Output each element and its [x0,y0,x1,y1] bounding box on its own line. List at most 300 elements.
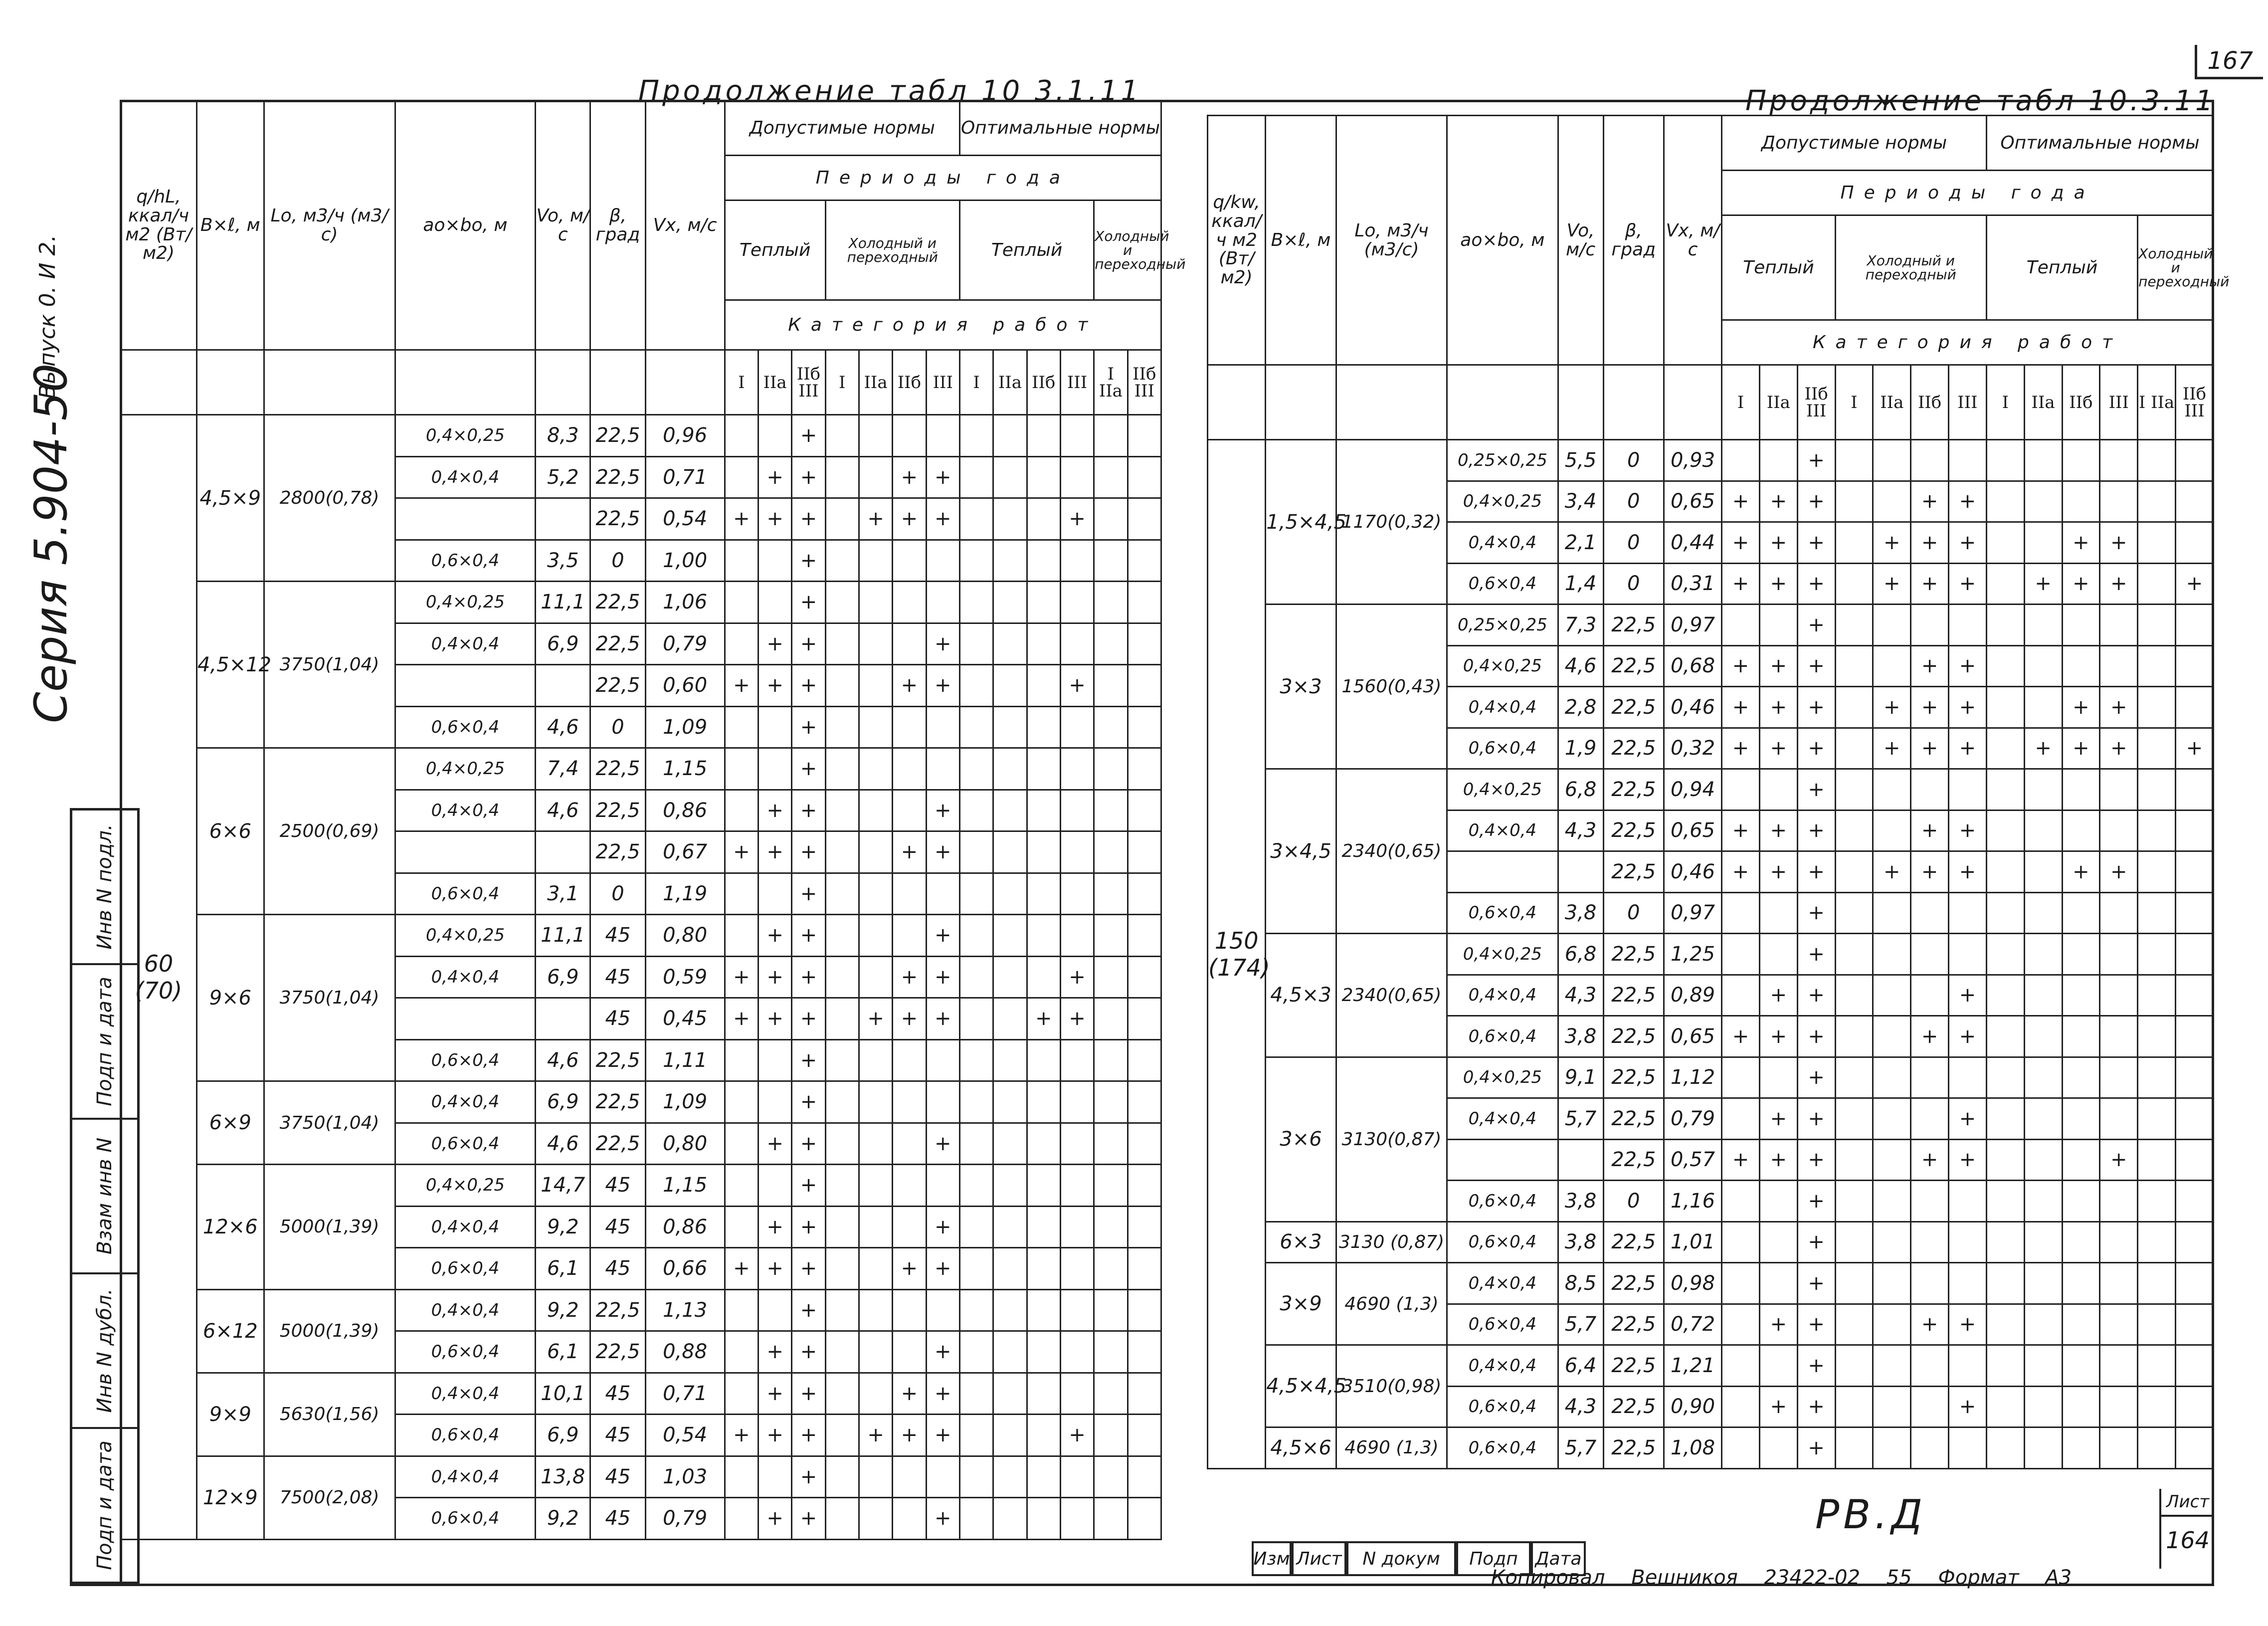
empty-cell [2100,1345,2138,1387]
empty-cell [893,748,926,790]
empty-cell [1722,605,1760,646]
outlet-size [395,498,536,540]
empty-cell [959,456,993,498]
compliance-mark: + [1797,481,1835,522]
empty-cell [725,790,758,831]
empty-cell [1722,1345,1760,1387]
empty-cell [2138,1098,2176,1140]
compliance-mark: + [926,623,959,665]
header-allowable: Допустимые нормы [1722,116,1987,171]
empty-cell [893,582,926,623]
outlet-velocity [536,665,590,707]
empty-cell [859,956,892,998]
empty-cell [1060,1165,1094,1207]
compliance-mark: + [1060,498,1094,540]
category-label: I IIа [2138,365,2176,440]
empty-cell [959,498,993,540]
header-vx: Vx, м/с [645,101,725,350]
empty-cell [1911,1427,1949,1469]
empty-cell [959,1289,993,1331]
empty-cell [2100,645,2138,687]
compliance-mark: + [792,1456,825,1498]
outlet-size: 0,6×0,4 [1447,563,1558,605]
header-beta: β, град [1603,116,1664,365]
empty-cell [2138,605,2176,646]
outlet-velocity: 3,8 [1558,1181,1603,1222]
compliance-mark: + [1797,645,1835,687]
empty-cell [1128,1498,1161,1540]
empty-cell [2024,1181,2062,1222]
compliance-mark: + [1722,522,1760,564]
table-row [121,915,1161,957]
empty-cell [2024,934,2062,975]
empty-cell [1835,892,1873,934]
empty-cell [1873,892,1911,934]
angle: 22,5 [1603,1221,1664,1263]
empty-cell [725,1289,758,1331]
empty-cell [1128,1373,1161,1415]
compliance-mark: + [2062,563,2100,605]
empty-cell [2100,1016,2138,1057]
air-velocity: 0,32 [1664,728,1721,769]
empty-cell [1128,540,1161,582]
empty-cell [1722,1304,1760,1345]
empty-cell [993,1206,1027,1248]
empty-cell [859,1206,892,1248]
angle: 0 [590,873,645,915]
empty-cell [959,1165,993,1207]
header-category: Категория работ [1722,320,2214,365]
outlet-velocity: 9,2 [536,1498,590,1540]
sheet-number-box [2159,1489,2214,1569]
empty-cell [1128,706,1161,748]
empty-cell [1128,665,1161,707]
empty-cell [859,748,892,790]
empty-cell [993,1039,1027,1081]
empty-cell [1722,1181,1760,1222]
empty-cell [926,1456,959,1498]
compliance-mark: + [758,1206,791,1248]
angle: 45 [590,1415,645,1456]
compliance-mark: + [1759,1098,1797,1140]
empty-cell [926,415,959,457]
empty-cell [1027,1289,1060,1331]
empty-cell [2062,481,2100,522]
empty-cell [1911,1181,1949,1222]
empty-cell [2100,605,2138,646]
air-velocity: 0,57 [1664,1139,1721,1181]
empty-cell [2100,481,2138,522]
room-size: 3×9 [1266,1263,1336,1345]
empty-cell [1128,1165,1161,1207]
air-velocity: 0,79 [645,1498,725,1540]
empty-cell [1986,1263,2024,1304]
outlet-size: 0,4×0,4 [1447,1263,1558,1304]
empty-cell [1986,645,2024,687]
empty-cell [725,873,758,915]
empty-cell [926,748,959,790]
angle: 0 [1603,440,1664,481]
header-spacer [645,350,725,415]
outlet-velocity: 5,7 [1558,1304,1603,1345]
air-velocity: 1,06 [645,582,725,623]
empty-cell [758,1456,791,1498]
compliance-mark: + [758,831,791,873]
empty-cell [859,1039,892,1081]
empty-cell [725,456,758,498]
empty-cell [1027,748,1060,790]
header-warm-opt: Теплый [959,201,1094,300]
category-label: IIб III [792,350,825,415]
table-row [1208,440,2214,481]
empty-cell [1911,605,1949,646]
empty-cell [1128,998,1161,1040]
outlet-velocity: 2,8 [1558,687,1603,728]
category-label: IIа [859,350,892,415]
room-size: 12×6 [196,1165,264,1290]
compliance-mark: + [792,998,825,1040]
angle: 22,5 [1603,769,1664,811]
empty-cell [959,665,993,707]
outlet-size: 0,4×0,4 [1447,1345,1558,1387]
empty-cell [1835,563,1873,605]
empty-cell [993,706,1027,748]
compliance-mark: + [1911,851,1949,893]
empty-cell [725,1456,758,1498]
angle: 22,5 [590,623,645,665]
empty-cell [1911,1345,1949,1387]
category-label: I [725,350,758,415]
empty-cell [959,1331,993,1373]
empty-cell [1986,1098,2024,1140]
empty-cell [1873,1098,1911,1140]
compliance-mark: + [1722,1139,1760,1181]
empty-cell [2175,481,2213,522]
header-vx: Vx, м/с [1664,116,1721,365]
empty-cell [725,623,758,665]
empty-cell [2138,851,2176,893]
category-label: III [1060,350,1094,415]
empty-cell [725,1165,758,1207]
empty-cell [993,1123,1027,1165]
empty-cell [825,1123,859,1165]
empty-cell [1060,582,1094,623]
angle: 45 [590,915,645,957]
air-velocity: 1,00 [645,540,725,582]
compliance-mark: + [1759,1139,1797,1181]
empty-cell [1094,1206,1128,1248]
empty-cell [1949,1221,1987,1263]
air-velocity: 0,93 [1664,440,1721,481]
empty-cell [1911,892,1949,934]
header-cold: Холодный и переходный [825,201,959,300]
empty-cell [1835,1181,1873,1222]
air-flow: 3130(0,87) [1336,1057,1447,1221]
empty-cell [2062,769,2100,811]
outlet-size: 0,6×0,4 [1447,1016,1558,1057]
empty-cell [1128,748,1161,790]
empty-cell [1094,1165,1128,1207]
empty-cell [2175,1304,2213,1345]
empty-cell [859,623,892,665]
compliance-mark: + [758,456,791,498]
empty-cell [993,1331,1027,1373]
empty-cell [1986,1016,2024,1057]
header-spacer [1447,365,1558,440]
air-velocity: 0,96 [645,415,725,457]
empty-cell [1027,582,1060,623]
table-row [1208,1345,2214,1387]
empty-cell [859,1498,892,1540]
empty-cell [2100,1057,2138,1098]
room-size: 1,5×4,5 [1266,440,1336,605]
header-spacer [1208,365,1266,440]
outlet-size: 0,4×0,25 [1447,769,1558,811]
compliance-mark: + [1797,728,1835,769]
outlet-velocity: 3,8 [1558,892,1603,934]
empty-cell [825,582,859,623]
air-flow: 3510(0,98) [1336,1345,1447,1427]
compliance-mark: + [1797,1221,1835,1263]
empty-cell [2024,1139,2062,1181]
compliance-mark: + [893,956,926,998]
empty-cell [2024,1345,2062,1387]
empty-cell [1873,1181,1911,1222]
empty-cell [1027,873,1060,915]
compliance-mark: + [1797,1427,1835,1469]
angle: 22,5 [590,582,645,623]
sidebar-label: Взам инв N [93,1137,116,1255]
empty-cell [2100,1386,2138,1427]
outlet-velocity: 6,9 [536,1081,590,1123]
empty-cell [1027,1248,1060,1290]
empty-cell [2175,892,2213,934]
empty-cell [1986,440,2024,481]
outlet-size: 0,6×0,4 [395,1498,536,1540]
room-size: 6×3 [1266,1221,1336,1263]
air-flow: 2800(0,78) [264,415,395,582]
empty-cell [959,1248,993,1290]
compliance-mark: + [1949,1386,1987,1427]
compliance-mark: + [792,790,825,831]
angle: 22,5 [1603,1345,1664,1387]
angle: 0 [1603,563,1664,605]
empty-cell [825,748,859,790]
compliance-mark: + [1797,975,1835,1016]
table-row [121,1456,1161,1498]
outlet-velocity: 8,5 [1558,1263,1603,1304]
empty-cell [2024,1304,2062,1345]
category-label: III [2100,365,2138,440]
compliance-mark: + [2024,728,2062,769]
empty-cell [2062,1016,2100,1057]
empty-cell [1027,1206,1060,1248]
empty-cell [1060,915,1094,957]
empty-cell [893,873,926,915]
sidebar-label: Инв N дубл. [93,1288,116,1413]
compliance-mark: + [758,1123,791,1165]
outlet-size: 0,4×0,4 [395,790,536,831]
compliance-mark: + [1759,522,1797,564]
outlet-size: 0,6×0,4 [395,1039,536,1081]
room-size: 4,5×6 [1266,1427,1336,1469]
header-spacer [1336,365,1447,440]
outlet-velocity [536,998,590,1040]
empty-cell [1986,1386,2024,1427]
compliance-mark: + [926,915,959,957]
empty-cell [1722,934,1760,975]
empty-cell [1986,728,2024,769]
category-label: IIб [893,350,926,415]
empty-cell [959,831,993,873]
empty-cell [2138,1016,2176,1057]
angle: 45 [590,956,645,998]
compliance-mark: + [792,1248,825,1290]
empty-cell [725,915,758,957]
compliance-mark: + [792,1206,825,1248]
empty-cell [893,623,926,665]
empty-cell [1094,582,1128,623]
empty-cell [2062,1345,2100,1387]
outlet-size [1447,851,1558,893]
empty-cell [1835,769,1873,811]
empty-cell [2024,975,2062,1016]
empty-cell [1911,975,1949,1016]
air-flow: 2340(0,65) [1336,934,1447,1057]
empty-cell [2024,605,2062,646]
room-size: 3×4,5 [1266,769,1336,934]
category-label: I [825,350,859,415]
outlet-velocity: 3,8 [1558,1221,1603,1263]
outlet-velocity: 5,7 [1558,1098,1603,1140]
empty-cell [2138,810,2176,851]
air-flow: 3750(1,04) [264,1081,395,1165]
empty-cell [2138,1221,2176,1263]
empty-cell [959,540,993,582]
air-velocity: 0,94 [1664,769,1721,811]
angle: 22,5 [1603,1139,1664,1181]
category-label: III [926,350,959,415]
empty-cell [1949,1345,1987,1387]
compliance-mark: + [926,790,959,831]
empty-cell [1911,934,1949,975]
empty-cell [1027,790,1060,831]
header-warm: Теплый [1722,215,1835,320]
compliance-mark: + [859,998,892,1040]
empty-cell [1986,934,2024,975]
compliance-mark: + [1911,728,1949,769]
angle: 45 [590,1248,645,1290]
empty-cell [993,1415,1027,1456]
empty-cell [859,1456,892,1498]
header-vo: Vo, м/с [1558,116,1603,365]
empty-cell [1986,1181,2024,1222]
header-cold-opt: Холодный и переходный [2138,215,2214,320]
angle: 22,5 [590,665,645,707]
empty-cell [725,748,758,790]
outlet-size: 0,4×0,4 [395,456,536,498]
category-label: I IIа [1094,350,1128,415]
air-velocity: 0,66 [645,1248,725,1290]
empty-cell [959,623,993,665]
empty-cell [1835,522,1873,564]
empty-cell [2062,1139,2100,1181]
empty-cell [1027,456,1060,498]
empty-cell [1986,1345,2024,1387]
empty-cell [1759,605,1797,646]
empty-cell [2100,440,2138,481]
compliance-mark: + [1722,645,1760,687]
compliance-mark: + [758,956,791,998]
empty-cell [1759,1345,1797,1387]
empty-cell [1873,1427,1911,1469]
title-block-cell: Подп [1456,1541,1531,1576]
angle: 0 [1603,892,1664,934]
compliance-mark: + [1949,1098,1987,1140]
compliance-mark: + [2175,563,2213,605]
outlet-velocity: 5,5 [1558,440,1603,481]
empty-cell [2138,1263,2176,1304]
angle: 22,5 [590,1289,645,1331]
empty-cell [959,998,993,1040]
compliance-mark: + [1797,563,1835,605]
empty-cell [926,873,959,915]
empty-cell [825,915,859,957]
empty-cell [993,623,1027,665]
empty-cell [1027,1415,1060,1456]
empty-cell [758,873,791,915]
title-block-cell: Дата [1531,1541,1586,1576]
compliance-mark: + [792,623,825,665]
empty-cell [1873,1304,1911,1345]
empty-cell [1911,1098,1949,1140]
compliance-mark: + [1797,1263,1835,1304]
copied-label: Копировал [1491,1566,1605,1589]
heat-load-value: 60 (70) [121,415,197,1540]
table-b-continuation-title: Продолжение табл 10.3.11 [1745,85,2216,117]
compliance-mark: + [1759,810,1797,851]
empty-cell [2062,1098,2100,1140]
compliance-mark: + [1722,1016,1760,1057]
outlet-velocity: 4,6 [536,1123,590,1165]
compliance-mark: + [1759,563,1797,605]
angle: 22,5 [1603,1016,1664,1057]
empty-cell [1722,1427,1760,1469]
compliance-mark: + [1797,605,1835,646]
angle: 22,5 [590,1331,645,1373]
compliance-mark: + [758,1498,791,1540]
compliance-mark: + [893,831,926,873]
empty-cell [1759,769,1797,811]
empty-cell [1986,810,2024,851]
empty-cell [1094,1331,1128,1373]
outlet-size: 0,6×0,4 [1447,892,1558,934]
empty-cell [1060,540,1094,582]
empty-cell [2138,1181,2176,1222]
empty-cell [959,1039,993,1081]
outlet-size: 0,4×0,25 [395,1165,536,1207]
compliance-mark: + [1949,645,1987,687]
empty-cell [2175,1098,2213,1140]
category-label: IIа [2024,365,2062,440]
empty-cell [1835,481,1873,522]
empty-cell [859,1248,892,1290]
header-beta: β, град [590,101,645,350]
empty-cell [1094,748,1128,790]
empty-cell [1873,1386,1911,1427]
empty-cell [1759,892,1797,934]
outlet-velocity: 9,1 [1558,1057,1603,1098]
